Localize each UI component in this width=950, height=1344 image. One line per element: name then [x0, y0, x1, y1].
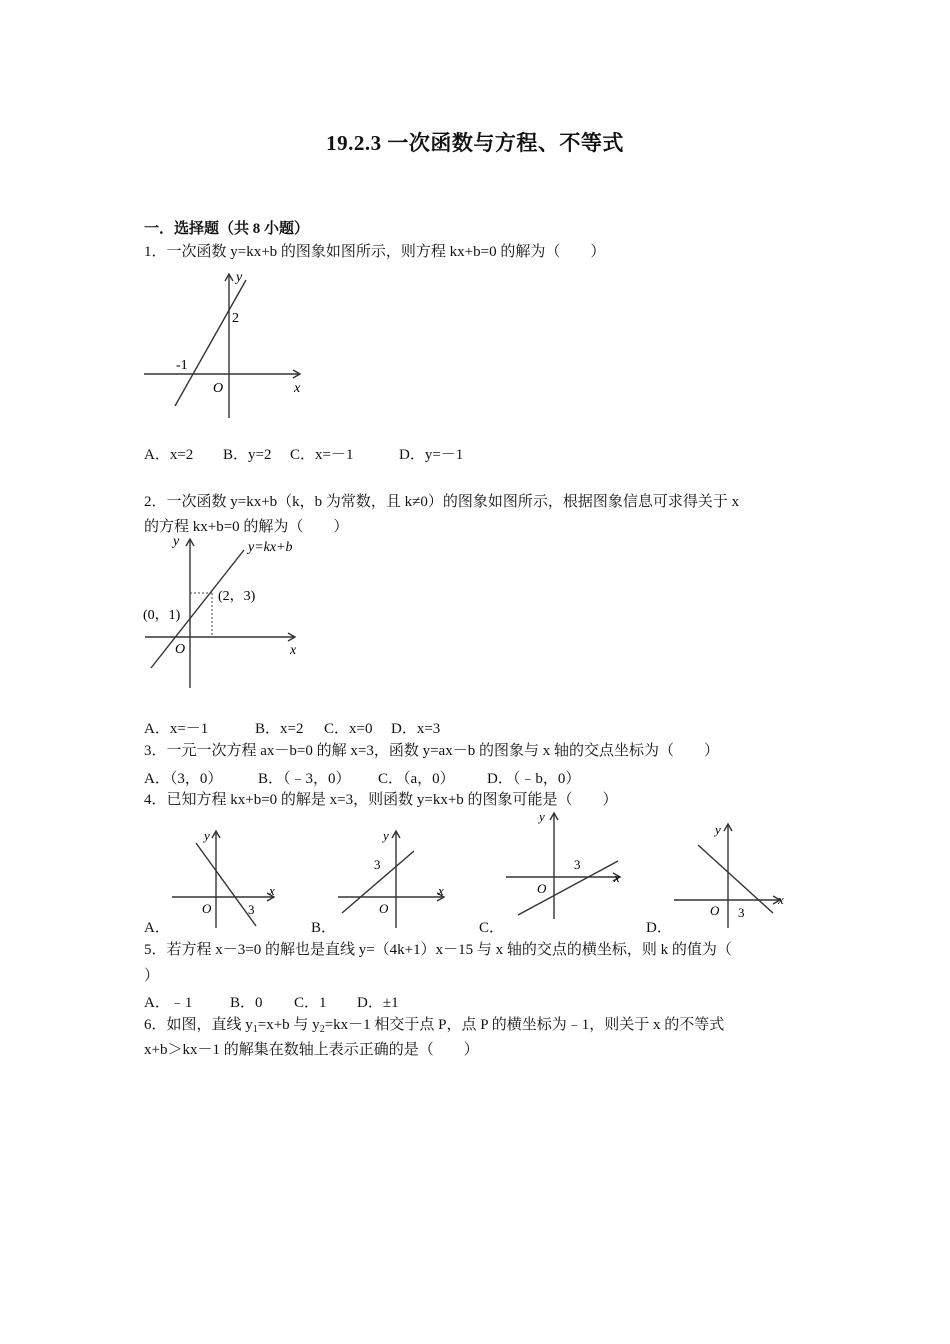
x-axis-label: x: [294, 381, 301, 396]
function-line: [518, 861, 618, 915]
q4-option-d-letter[interactable]: D．: [646, 920, 672, 936]
x-axis-label: x: [269, 883, 275, 898]
section-heading: 一．选择题（共 8 小题）: [144, 221, 310, 237]
y-axis-label: y: [204, 828, 210, 843]
y-axis-label: y: [383, 828, 389, 843]
option-c[interactable]: C．（a，0）: [378, 771, 455, 787]
option-b[interactable]: B．y=2: [223, 447, 272, 463]
mark-label: 3: [738, 905, 745, 920]
q4-graph-c[interactable]: [500, 805, 635, 923]
question-4-text: 4．已知方程 kx+b=0 的解是 x=3，则函数 y=kx+b 的图象可能是（ ）: [144, 792, 618, 808]
y-intercept-label: 2: [232, 311, 239, 326]
y-axis-label: y: [236, 270, 243, 285]
line-label: y=kx+b: [248, 540, 293, 555]
mark-label: 3: [248, 902, 255, 917]
q4-option-c-letter[interactable]: C．: [479, 920, 505, 936]
question-2-line-1: 2．一次函数 y=kx+b（k，b 为常数，且 k≠0）的图象如图所示，根据图象信息可求得关于 x: [144, 494, 740, 510]
origin-label: O: [537, 881, 547, 896]
option-d[interactable]: D．（﹣b，0）: [487, 771, 581, 787]
option-a[interactable]: A．﹣1: [144, 995, 193, 1011]
x-intercept-label: -1: [176, 358, 188, 373]
q4-graph-d[interactable]: [668, 818, 798, 930]
q4-graph-b[interactable]: [334, 825, 459, 933]
mark-label: 3: [374, 857, 381, 872]
q2-graph: [140, 533, 320, 691]
x-axis-label: x: [290, 643, 297, 658]
option-b[interactable]: B．x=2: [255, 721, 304, 737]
question-2-line-2: 的方程 kx+b=0 的解为（ ）: [144, 519, 349, 535]
origin-label: O: [175, 642, 186, 657]
origin-label: O: [213, 381, 224, 396]
option-c[interactable]: C．1: [294, 995, 327, 1011]
x-axis-label: x: [778, 892, 784, 907]
option-d[interactable]: D．x=3: [391, 721, 441, 737]
question-5-line-1: 5．若方程 x－3=0 的解也是直线 y=（4k+1）x－15 与 x 轴的交点的横坐标，则 k 的值为（: [144, 942, 732, 958]
origin-label: O: [710, 903, 720, 918]
origin-label: O: [379, 901, 389, 916]
option-a[interactable]: A．（3，0）: [144, 771, 223, 787]
q6-subscript-1: 1: [252, 1024, 258, 1035]
page-title: 19.2.3 一次函数与方程、不等式: [326, 131, 624, 155]
origin-label: O: [202, 901, 212, 916]
q4-option-b-letter[interactable]: B．: [311, 920, 337, 936]
function-line: [175, 280, 246, 406]
option-c[interactable]: C．x=0: [324, 721, 373, 737]
option-b[interactable]: B．0: [230, 995, 263, 1011]
q6-text-part-1: 6．如图，直线 y: [144, 1017, 253, 1033]
option-b[interactable]: B．（﹣3，0）: [258, 771, 351, 787]
question-6-line-1: [144, 1015, 724, 1035]
option-a[interactable]: A．x=2: [144, 447, 194, 463]
question-3-text: 3．一元一次方程 ax－b=0 的解 x=3，函数 y=ax－b 的图象与 x 轴的交点坐标为（ ）: [144, 743, 719, 759]
y-axis-label: y: [539, 809, 545, 824]
mark-label: 3: [574, 857, 581, 872]
x-axis-label: x: [438, 883, 444, 898]
q1-graph: [140, 268, 310, 423]
option-a[interactable]: A．x=－1: [144, 721, 209, 737]
q6-subscript-2: 2: [319, 1024, 325, 1035]
y-axis-label: y: [715, 822, 721, 837]
question-5-line-2: ）: [144, 968, 160, 984]
option-c[interactable]: C．x=－1: [290, 447, 354, 463]
q4-option-a-letter[interactable]: A．: [144, 920, 170, 936]
q4-graph-a[interactable]: [168, 825, 293, 933]
q6-text-part-2: =x+b 与 y: [257, 1017, 320, 1033]
x-axis-label: x: [614, 870, 620, 885]
question-6-line-2: x+b＞kx－1 的解集在数轴上表示正确的是（ ）: [144, 1042, 479, 1058]
question-1-text: 1．一次函数 y=kx+b 的图象如图所示，则方程 kx+b=0 的解为（ ）: [144, 244, 606, 260]
option-d[interactable]: D．y=－1: [399, 447, 464, 463]
option-d[interactable]: D．±1: [357, 995, 399, 1011]
point-b-label: (2，3): [218, 589, 256, 604]
y-axis-label: y: [173, 534, 180, 549]
point-a-label: (0，1): [143, 608, 181, 623]
q6-text-part-3: =kx－1 相交于点 P，点 P 的横坐标为﹣1，则关于 x 的不等式: [324, 1017, 725, 1033]
